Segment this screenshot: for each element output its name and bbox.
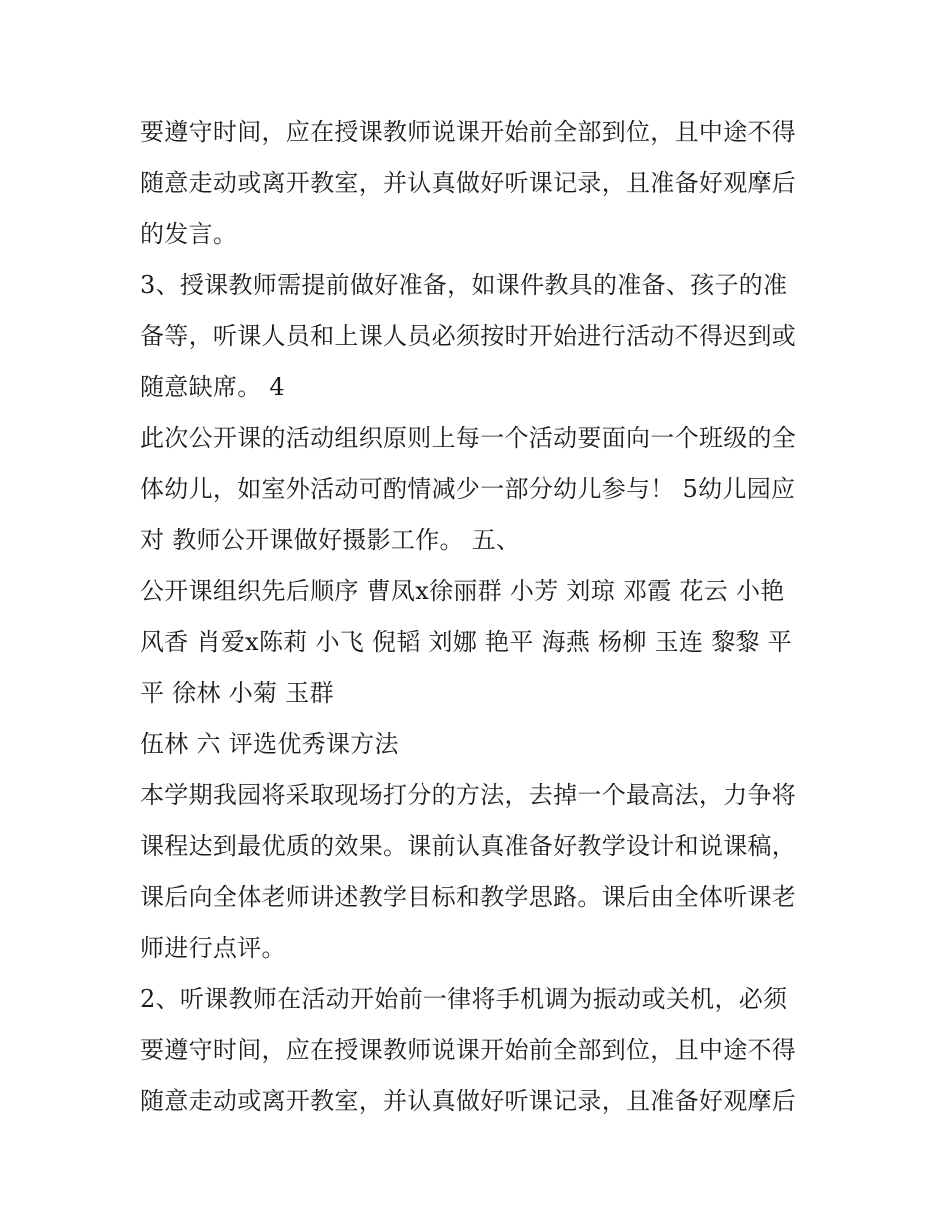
text-line: 2、听课教师在活动开始前一律将手机调为振动或关机，必须 [140, 985, 788, 1013]
text-line: 公开课组织先后顺序 曹凤x徐丽群 小芳 刘琼 邓霞 花云 小艳 [140, 577, 785, 605]
text-line: 课程达到最优质的效果。课前认真准备好教学设计和说课稿， [140, 832, 797, 860]
text-line: 3、授课教师需提前做好准备，如课件教具的准备、孩子的准 [140, 271, 788, 299]
text-line: 此次公开课的活动组织原则上每一个活动要面向一个班级的全 [140, 424, 797, 452]
text-line: 备等，听课人员和上课人员必须按时开始进行活动不得迟到或 [140, 322, 797, 350]
text-line: 风香 肖爱x陈莉 小飞 倪韬 刘娜 艳平 海燕 杨柳 玉连 黎黎 平 [140, 628, 793, 656]
text-line: 师进行点评。 [140, 934, 286, 962]
text-line: 的发言。 [140, 220, 238, 248]
text-line: 平 徐林 小菊 玉群 [140, 679, 334, 707]
text-line: 随意走动或离开教室，并认真做好听课记录，且准备好观摩后 [140, 1087, 797, 1115]
document-body [140, 107, 820, 1127]
text-line: 要遵守时间，应在授课教师说课开始前全部到位，且中途不得 [140, 1036, 797, 1064]
text-line: 课后向全体老师讲述教学目标和教学思路。课后由全体听课老 [140, 883, 797, 911]
text-line: 随意缺席。 4 [140, 373, 285, 401]
text-line: 随意走动或离开教室，并认真做好听课记录，且准备好观摩后 [140, 169, 797, 197]
text-line: 伍林 六 评选优秀课方法 [140, 730, 399, 758]
text-line: 对 教师公开课做好摄影工作。 五、 [140, 526, 521, 554]
text-line: 本学期我园将采取现场打分的方法，去掉一个最高法，力争将 [140, 781, 797, 809]
text-line: 要遵守时间，应在授课教师说课开始前全部到位，且中途不得 [140, 118, 797, 146]
text-line: 体幼儿，如室外活动可酌情减少一部分幼儿参与！ 5幼儿园应 [140, 475, 796, 503]
